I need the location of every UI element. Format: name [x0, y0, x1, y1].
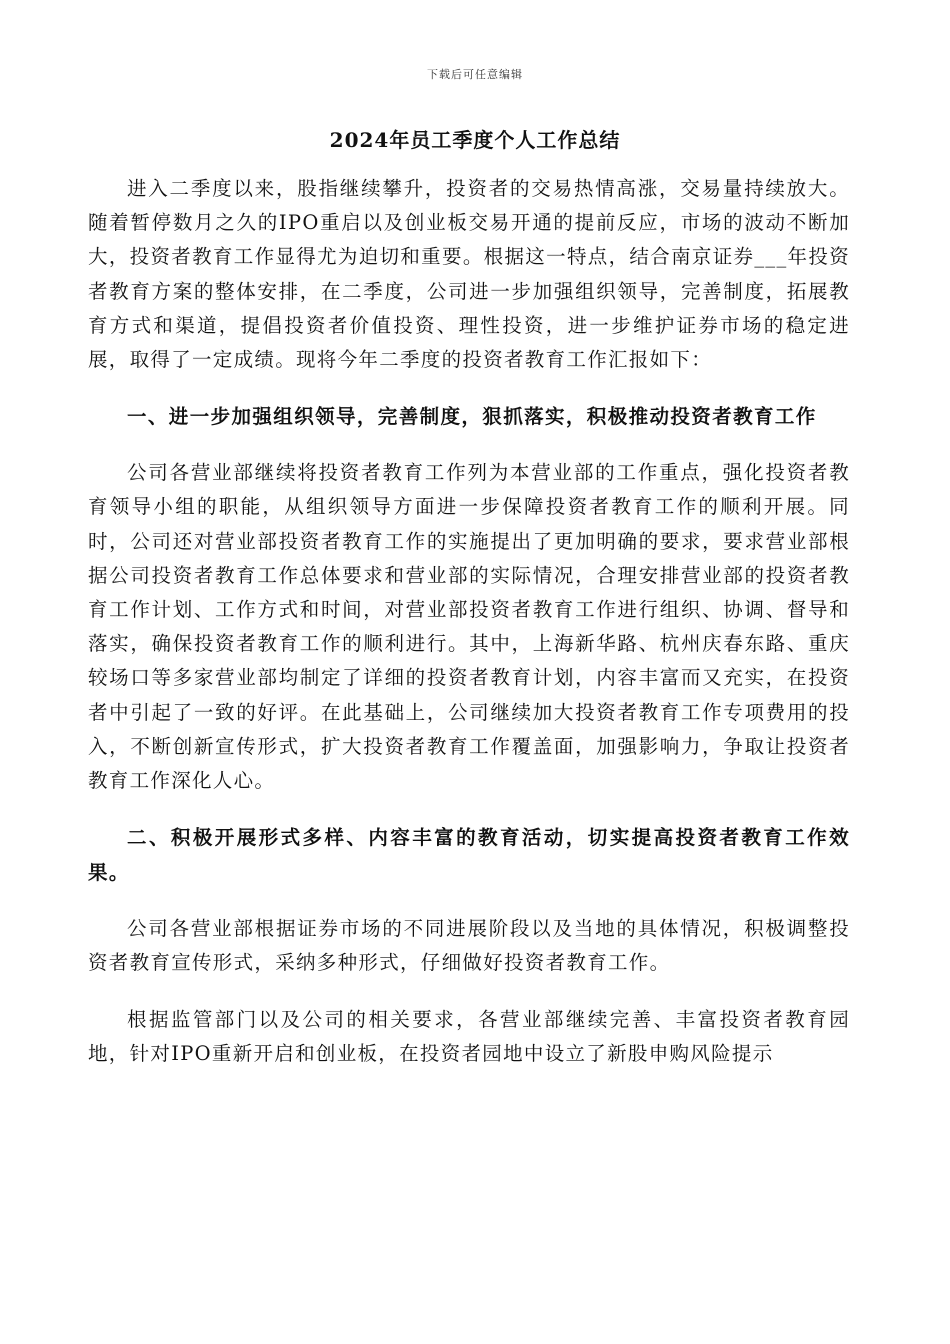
- section-1-paragraph: 公司各营业部继续将投资者教育工作列为本营业部的工作重点，强化投资者教育领导小组的职能，从组织领导方面进一步保障投资者教育工作的顺利开展。同时，公司还对营业部投资者教育工作的实施提出了更加明确的要求，要求营业部根据公司投资者教育工作总体要求和营业部的实际情况，合理安排营业部的投资者教育工作计划、工作方式和时间，对营业部投资者教育工作进行组织、协调、督导和落实，确保投资者教育工作的顺利进行。其中，上海新华路、杭州庆春东路、重庆较场口等多家营业部均制定了详细的投资者教育计划，内容丰富而又充实，在投资者中引起了一致的好评。在此基础上，公司继续加大投资者教育工作专项费用的投入，不断创新宣传形式，扩大投资者教育工作覆盖面，加强影响力，争取让投资者教育工作深化人心。: [88, 461, 850, 793]
- document-title: 2024年员工季度个人工作总结: [329, 128, 621, 152]
- document-body: [88, 172, 850, 1071]
- section-2-heading: 二、积极开展形式多样、内容丰富的教育活动，切实提高投资者教育工作效果。: [88, 826, 850, 885]
- intro-paragraph: 进入二季度以来，股指继续攀升，投资者的交易热情高涨，交易量持续放大。随着暂停数月之久的IPO重启以及创业板交易开通的提前反应，市场的波动不断加大，投资者教育工作显得尤为迫切和重要。根据这一特点，结合南京证券___年投资者教育方案的整体安排，在二季度，公司进一步加强组织领导，完善制度，拓展教育方式和渠道，提倡投资者价值投资、理性投资，进一步维护证券市场的稳定进展，取得了一定成绩。现将今年二季度的投资者教育工作汇报如下：: [88, 177, 850, 372]
- section-2-paragraph-1: 公司各营业部根据证券市场的不同进展阶段以及当地的具体情况，积极调整投资者教育宣传形式，采纳多种形式，仔细做好投资者教育工作。: [88, 917, 850, 975]
- header-note: 下载后可任意编辑: [427, 68, 523, 81]
- section-2-paragraph-2: 根据监管部门以及公司的相关要求，各营业部继续完善、丰富投资者教育园地，针对IPO重新开启和创业板，在投资者园地中设立了新股申购风险提示: [88, 1007, 850, 1065]
- section-1-heading: 一、进一步加强组织领导，完善制度，狠抓落实，积极推动投资者教育工作: [127, 405, 817, 429]
